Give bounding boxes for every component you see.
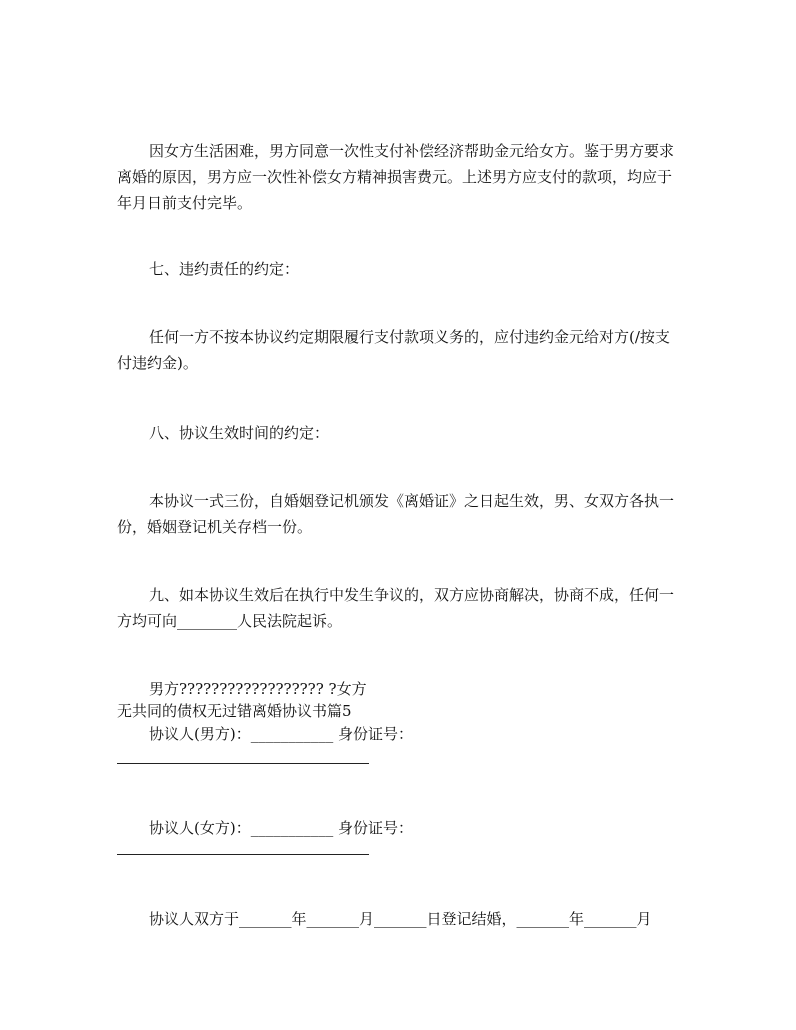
- paragraph-breach-penalty: 任何一方不按本协议约定期限履行支付款项义务的，应付违约金元给对方(/按支付违约金)。: [117, 328, 670, 372]
- paragraph-compensation: 因女方生活困难，男方同意一次性支付补偿经济帮助金元给女方。鉴于男方要求离婚的原因，男方应一次性补偿女方精神损害费元。上述男方应支付的款项，均应于年月日前支付完毕。: [117, 142, 675, 212]
- party-male-line: 协议人(男方)：___________ 身份证号：: [149, 725, 413, 743]
- paragraph-dispute-resolution: 九、如本协议生效后在执行中发生争议的，双方应协商解决，协商不成，任何一方均可向________人民法院起诉。: [117, 586, 675, 630]
- id-number-underline-female: [117, 854, 369, 855]
- heading-effective-time: 八、协议生效时间的约定：: [149, 424, 330, 442]
- party-female-line: 协议人(女方)：___________ 身份证号：: [149, 819, 413, 837]
- section-title: 无共同的债权无过错离婚协议书篇5: [117, 702, 352, 720]
- signature-line: 男方?????????????????? ?女方: [149, 680, 367, 698]
- id-number-underline-male: [117, 763, 369, 764]
- heading-breach-liability: 七、违约责任的约定：: [149, 260, 300, 278]
- paragraph-effective-terms: 本协议一式三份，自婚姻登记机颁发《离婚证》之日起生效，男、女双方各执一份，婚姻登记机关存档一份。: [117, 492, 675, 536]
- marriage-registration-line: 协议人双方于_______年_______月_______日登记结婚，_______年_______月: [149, 910, 652, 928]
